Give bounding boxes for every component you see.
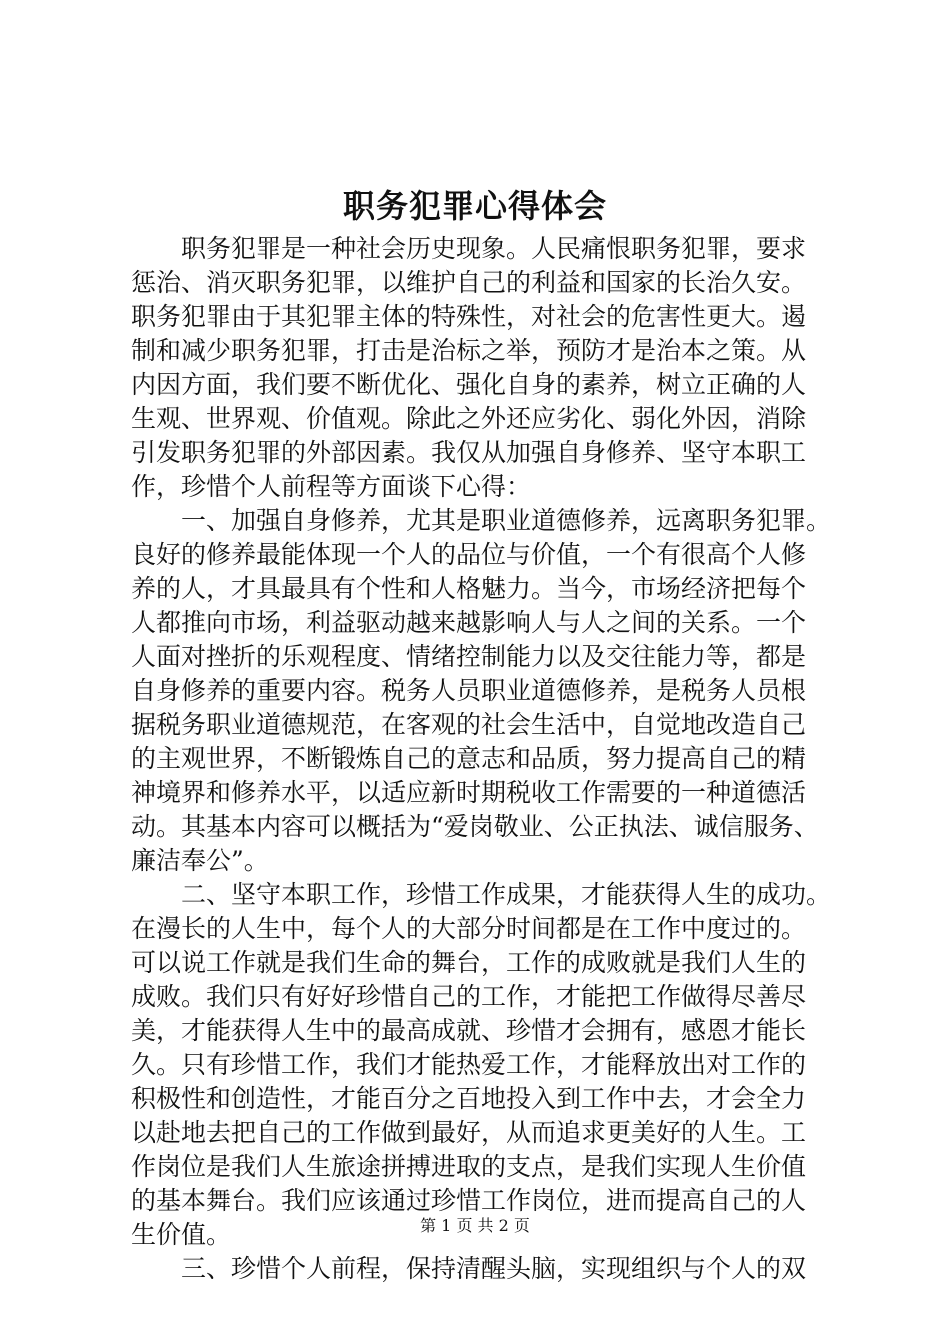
text-line: 的主观世界，不断锻炼自己的意志和品质，努力提高自己的精 <box>131 744 807 773</box>
text-line: 职务犯罪是一种社会历史现象。人民痛恨职务犯罪，要求 <box>181 234 807 263</box>
text-line: 人面对挫折的乐观程度、情绪控制能力以及交往能力等，都是 <box>131 642 807 671</box>
text-line: 以赴地去把自己的工作做到最好，从而追求更美好的人生。工 <box>131 1118 807 1147</box>
text-line: 生价值。 <box>131 1220 232 1249</box>
text-line: 成败。我们只有好好珍惜自己的工作，才能把工作做得尽善尽 <box>131 982 807 1011</box>
text-line: 人都推向市场，利益驱动越来越影响人与人之间的关系。一个 <box>131 608 807 637</box>
text-line: 据税务职业道德规范，在客观的社会生活中，自觉地改造自己 <box>131 710 807 739</box>
text-line: 积极性和创造性，才能百分之百地投入到工作中去，才会全力 <box>131 1084 807 1113</box>
page-number-footer: 第 1 页 共 2 页 <box>420 1216 530 1235</box>
text-line: 在漫长的人生中，每个人的大部分时间都是在工作中度过的。 <box>131 914 807 943</box>
text-line: 神境界和修养水平，以适应新时期税收工作需要的一种道德活 <box>131 778 807 807</box>
text-line: 三、珍惜个人前程，保持清醒头脑，实现组织与个人的双 <box>181 1254 807 1283</box>
text-line: 良好的修养最能体现一个人的品位与价值，一个有很高个人修 <box>131 540 807 569</box>
text-line: 一、加强自身修养，尤其是职业道德修养，远离职务犯罪。 <box>181 506 832 535</box>
text-line: 久。只有珍惜工作，我们才能热爱工作，才能释放出对工作的 <box>131 1050 807 1079</box>
text-line: 内因方面，我们要不断优化、强化自身的素养，树立正确的人 <box>131 370 807 399</box>
text-line: 制和减少职务犯罪，打击是治标之举，预防才是治本之策。从 <box>131 336 807 365</box>
text-line: 美，才能获得人生中的最高成就、珍惜才会拥有，感恩才能长 <box>131 1016 807 1045</box>
text-line: 生观、世界观、价值观。除此之外还应劣化、弱化外因，消除 <box>131 404 807 433</box>
text-line: 引发职务犯罪的外部因素。我仅从加强自身修养、坚守本职工 <box>131 438 807 467</box>
text-line: 廉洁奉公”。 <box>131 846 269 875</box>
text-line: 可以说工作就是我们生命的舞台，工作的成败就是我们人生的 <box>131 948 807 977</box>
text-line: 的基本舞台。我们应该通过珍惜工作岗位，进而提高自己的人 <box>131 1186 807 1215</box>
document-body <box>131 232 856 1286</box>
text-line: 动。其基本内容可以概括为“爱岗敬业、公正执法、诚信服务、 <box>131 812 819 841</box>
text-line: 惩治、消灭职务犯罪，以维护自己的利益和国家的长治久安。 <box>131 268 807 297</box>
text-line: 养的人，才具最具有个性和人格魅力。当今，市场经济把每个 <box>131 574 807 603</box>
text-line: 作岗位是我们人生旅途拼搏进取的支点，是我们实现人生价值 <box>131 1152 807 1181</box>
text-line: 二、坚守本职工作，珍惜工作成果，才能获得人生的成功。 <box>181 880 832 909</box>
text-line: 职务犯罪由于其犯罪主体的特殊性，对社会的危害性更大。遏 <box>131 302 807 331</box>
text-line: 自身修养的重要内容。税务人员职业道德修养，是税务人员根 <box>131 676 807 705</box>
text-line: 作，珍惜个人前程等方面谈下心得： <box>131 472 532 501</box>
document-title: 职务犯罪心得体会 <box>342 187 607 225</box>
